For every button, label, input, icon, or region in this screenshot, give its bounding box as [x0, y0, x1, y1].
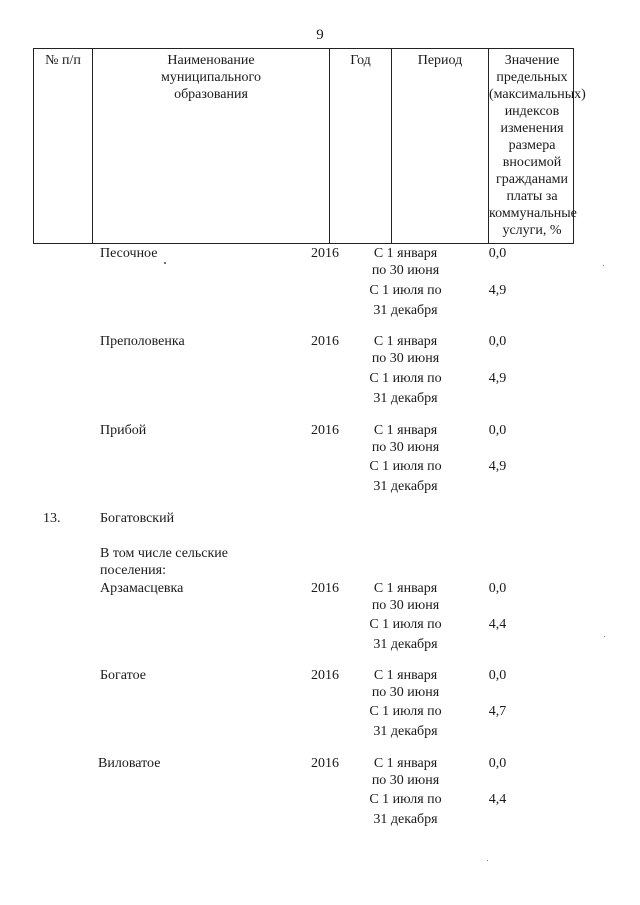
row-value-2: 4,9: [488, 283, 507, 298]
district-number: 13.: [43, 511, 61, 526]
district-subheading: В том числе сельские: [100, 546, 229, 561]
row-value-1: 0,0: [488, 334, 507, 349]
row-period-second: С 1 июля по: [369, 283, 442, 298]
row-period-start-end: по 30 июня: [371, 263, 440, 278]
row-period-start: С 1 января: [373, 756, 438, 771]
row-value-2: 4,4: [488, 617, 507, 632]
row-name: Преполовенка: [100, 334, 185, 349]
row-period-second: С 1 июля по: [369, 371, 442, 386]
row-value-1: 0,0: [488, 246, 507, 261]
header-municipality-line: Наименование: [167, 53, 255, 68]
row-period-start: С 1 января: [373, 334, 438, 349]
row-period-second: С 1 июля по: [369, 792, 442, 807]
header-value-line: гражданами: [495, 172, 569, 187]
row-period-second-end: 31 декабря: [373, 724, 438, 739]
header-value-line: услуги, %: [502, 223, 562, 238]
row-name: Песочное: [100, 246, 158, 261]
header-value-line: Значение: [504, 53, 560, 68]
row-value-1: 0,0: [488, 756, 507, 771]
row-period-second-end: 31 декабря: [373, 812, 438, 827]
header-value-line: вносимой: [502, 155, 562, 170]
row-year: 2016: [311, 581, 339, 596]
row-period-start-end: по 30 июня: [371, 598, 440, 613]
row-value-2: 4,9: [488, 459, 507, 474]
row-period-start: С 1 января: [373, 581, 438, 596]
row-period-start: С 1 января: [373, 668, 438, 683]
header-value-line: предельных: [496, 70, 568, 85]
row-period-second-end: 31 декабря: [373, 303, 438, 318]
header-value-line: (максимальных): [489, 87, 586, 102]
row-value-2: 4,7: [488, 704, 507, 719]
scan-speck: [487, 860, 488, 861]
row-period-start: С 1 января: [373, 246, 438, 261]
scan-speck: [604, 636, 605, 637]
row-value-2: 4,9: [488, 371, 507, 386]
header-number: № п/п: [45, 53, 81, 68]
row-year: 2016: [311, 756, 339, 771]
row-year: 2016: [311, 334, 339, 349]
row-period-second: С 1 июля по: [369, 459, 442, 474]
row-name: Арзамасцевка: [100, 581, 184, 596]
header-year: Год: [329, 49, 391, 243]
header-value-line: коммунальные: [489, 206, 577, 221]
header-value: [488, 49, 586, 243]
row-period-start-end: по 30 июня: [371, 685, 440, 700]
header-municipality-line: муниципального: [161, 70, 261, 85]
header-value-line: изменения: [500, 121, 564, 136]
header-value-line: платы за: [506, 189, 558, 204]
row-period-second: С 1 июля по: [369, 617, 442, 632]
row-period-start-end: по 30 июня: [371, 351, 440, 366]
header-municipality-line: образования: [174, 87, 248, 102]
header-period: Период: [391, 49, 488, 243]
row-value-1: 0,0: [488, 423, 507, 438]
row-year: 2016: [311, 246, 339, 261]
table-header: [33, 48, 586, 244]
row-value-1: 0,0: [488, 668, 507, 683]
row-value-2: 4,4: [488, 792, 507, 807]
row-period-start: С 1 января: [373, 423, 438, 438]
header-value-line: размера: [508, 138, 556, 153]
row-year: 2016: [311, 423, 339, 438]
scan-speck: [603, 265, 604, 266]
district-subheading: поселения:: [100, 563, 166, 578]
row-period-second-end: 31 декабря: [373, 479, 438, 494]
scan-dot: [164, 262, 166, 264]
page-number: 9: [316, 27, 324, 43]
row-name: Богатое: [100, 668, 146, 683]
row-name: Виловатое: [98, 756, 161, 771]
row-period-start-end: по 30 июня: [371, 440, 440, 455]
row-period-second-end: 31 декабря: [373, 637, 438, 652]
header-municipality: [92, 49, 329, 243]
district-name: Богатовский: [100, 511, 175, 526]
row-value-1: 0,0: [488, 581, 507, 596]
header-value-line: индексов: [504, 104, 560, 119]
row-name: Прибой: [100, 423, 147, 438]
row-period-start-end: по 30 июня: [371, 773, 440, 788]
row-year: 2016: [311, 668, 339, 683]
row-period-second: С 1 июля по: [369, 704, 442, 719]
row-period-second-end: 31 декабря: [373, 391, 438, 406]
